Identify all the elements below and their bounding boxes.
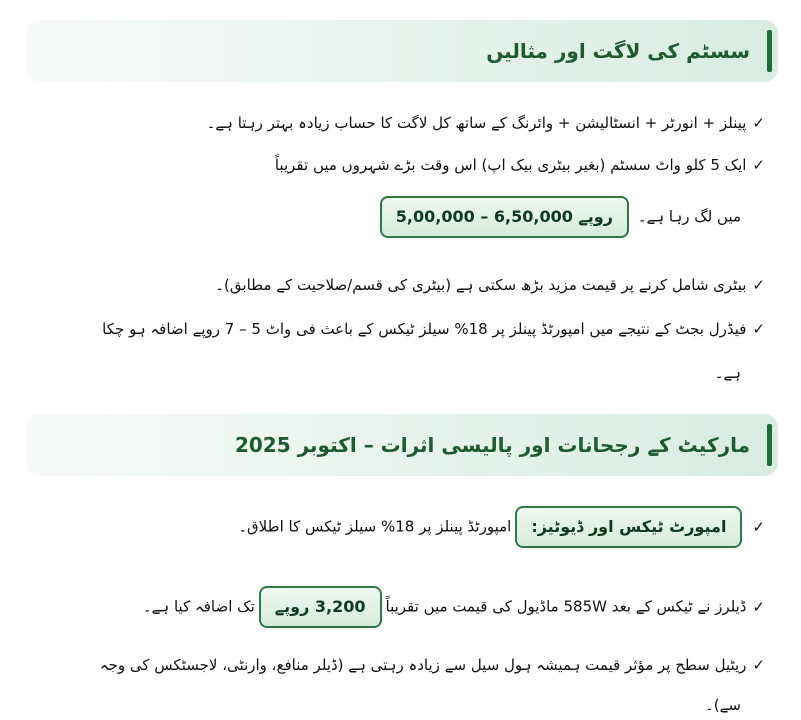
bullet-text: ہے۔: [714, 364, 741, 382]
bullet-text: تک اضافہ کیا ہے۔: [142, 597, 255, 616]
check-icon: ✓: [752, 276, 765, 294]
list-item: [20, 652, 765, 678]
section-heading-bar: [26, 20, 778, 82]
term-highlight-box: امپورٹ ٹیکس اور ڈیوٹیز:: [515, 506, 742, 548]
section-heading-bar: [26, 414, 778, 476]
list-item: [20, 586, 765, 628]
section-heading-market: مارکیٹ کے رجحانات اور پالیسی اثرات – اکتوبر 2025: [234, 433, 750, 457]
price-value: 3,200 روپے: [274, 597, 366, 616]
list-item-continuation: [376, 196, 741, 238]
bullet-text: فیڈرل بجٹ کے نتیجے میں امپورٹڈ پینلز پر 18% سیلز ٹیکس کے باعث فی واٹ 5 – 7 روپے اضافہ ہو چکا: [102, 320, 747, 338]
list-item: [20, 272, 765, 298]
check-icon: ✓: [752, 320, 765, 338]
check-icon: ✓: [752, 517, 765, 536]
list-item: [20, 110, 765, 136]
bullet-text: ریٹیل سطح پر مؤثر قیمت ہمیشہ ہول سیل سے زیادہ رہتی ہے (ڈیلر منافع، وارنٹی، لاجسٹکس کی وجہ: [99, 656, 747, 674]
check-icon: ✓: [752, 114, 765, 132]
bullet-text: پینلز + انورٹر + انسٹالیشن + وائرنگ کے ساتھ کل لاگت کا حساب زیادہ بہتر رہتا ہے۔: [206, 114, 747, 132]
price-highlight-box: [259, 586, 382, 628]
bullet-text: سے)۔: [705, 696, 741, 714]
check-icon: ✓: [752, 156, 765, 174]
bullet-text: ڈیلرز نے ٹیکس کے بعد 585W ماڈیول کی قیمت میں تقریباً: [385, 597, 747, 616]
list-item: [20, 152, 765, 178]
list-item-continuation: [705, 692, 741, 718]
check-icon: ✓: [752, 656, 765, 674]
section-heading-costs: سسٹم کی لاگت اور مثالیں: [486, 39, 750, 63]
list-item: [20, 316, 765, 342]
bullet-text: ایک 5 کلو واٹ سسٹم (بغیر بیٹری بیک اپ) اس وقت بڑے شہروں میں تقریباً: [274, 156, 747, 174]
price-highlight-box: [380, 196, 629, 238]
bullet-text: امپورٹڈ پینلز پر 18% سیلز ٹیکس کا اطلاق۔: [238, 517, 512, 536]
list-item-continuation: [715, 360, 741, 386]
check-icon: ✓: [752, 597, 765, 616]
list-item: [20, 506, 765, 548]
bullet-text: بیٹری شامل کرنے پر قیمت مزید بڑھ سکتی ہے (بیٹری کی قسم/صلاحیت کے مطابق)۔: [215, 276, 747, 294]
price-value: 5,00,000 – 6,50,000 روپے: [395, 207, 613, 226]
bullet-text: میں لگ رہا ہے۔: [637, 207, 741, 226]
